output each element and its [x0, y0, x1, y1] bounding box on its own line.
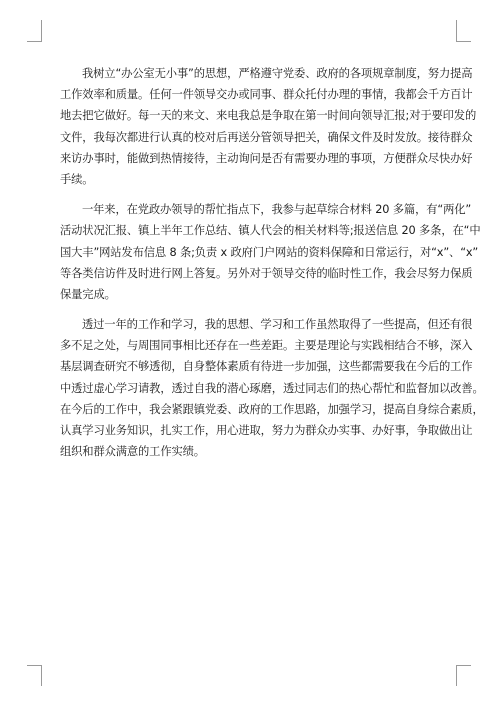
crop-mark-top-left [27, 20, 42, 42]
text-line: 文件，我每次都进行认真的校对后再送分管领导把关，确保文件及时发放。接待群众 [60, 130, 473, 144]
text-line: 组织和群众满意的工作实绩。 [60, 445, 205, 459]
text-line: 透过一年的工作和学习，我的思想、学习和工作虽然取得了一些提高，但还有很 [82, 318, 473, 332]
text-line: 来访办事时，能做到热情接待，主动询问是否有需要办理的事项，方便群众尽快办好 [60, 151, 473, 165]
crop-mark-line [41, 20, 42, 41]
text-line: 等各类信访件及时进行网上答复。另外对于领导交待的临时性工作，我会尽努力保质 [60, 266, 473, 280]
text-line: 我树立“办公室无小事”的思想，严格遵守党委、政府的各项规章制度，努力提高 [82, 67, 473, 80]
text-line: 中透过虚心学习请教，透过自我的潜心琢磨，透过同志们的热心帮忙和监督加以改善。 [60, 381, 484, 395]
text-line: 工作效率和质量。任何一件领导交办或同事、群众托付办理的事情，我都会千方百计 [60, 88, 473, 102]
crop-mark-bottom-left [27, 665, 42, 687]
paragraph-1 [60, 63, 477, 190]
crop-mark-top-right [456, 20, 471, 42]
crop-mark-line [456, 665, 471, 666]
paragraph-2 [60, 199, 481, 305]
crop-mark-line [456, 20, 457, 41]
crop-mark-line [41, 665, 42, 686]
text-line: 国大丰”网站发布信息 8 条;负责 x 政府门户网站的资料保障和日常运行，对“x”、“x” [60, 245, 479, 259]
text-line: 一年来，在党政办领导的帮忙指点下，我参与起草综合材料 20 多篇，有“两化” [82, 203, 472, 217]
crop-mark-bottom-right [456, 665, 471, 687]
text-line: 认真学习业务知识，扎实工作，用心进取，努力为群众办实事、办好事，争取做出让 [60, 424, 473, 437]
text-line: 活动状况汇报、镇上半年工作总结、镇人代会的相关材料等;报送信息 20 多条，在“中 [60, 224, 481, 238]
text-line: 多不足之处，与周围同事相比还存在一些差距。主要是理论与实践相结合不够，深入 [60, 339, 473, 353]
crop-mark-line [456, 665, 457, 686]
paragraph-3 [60, 314, 484, 462]
text-line: 保量完成。 [60, 287, 116, 301]
text-line: 手续。 [60, 172, 94, 186]
text-line: 地去把它做好。每一天的来文、来电我总是争取在第一时间向领导汇报;对于要印发的 [60, 109, 477, 123]
text-line: 基层调查研究不够透彻，自身整体素质有待进一步加强，这些都需要我在今后的工作 [60, 360, 473, 374]
crop-mark-line [27, 665, 42, 666]
crop-mark-line [27, 41, 42, 42]
crop-mark-line [456, 41, 471, 42]
text-line: 在今后的工作中，我会紧跟镇党委、政府的工作思路，加强学习，提高自身综合素质， [60, 402, 484, 416]
document-body [60, 63, 484, 471]
